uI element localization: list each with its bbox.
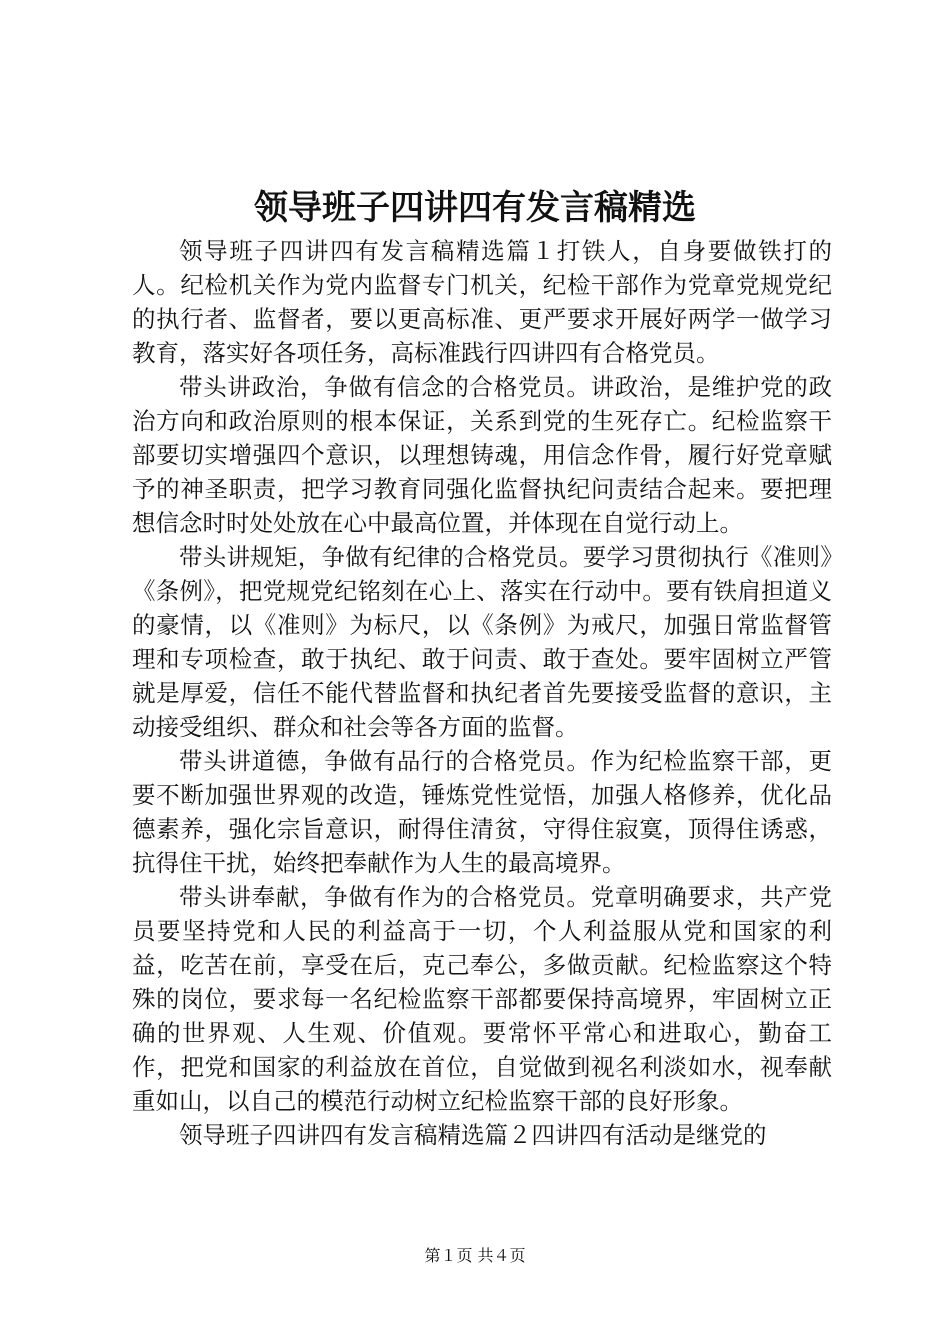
paragraph-rules: 带头讲规矩，争做有纪律的合格党员。要学习贯彻执行《准则》《条例》，把党规党纪铭刻在心上、落实在行动中。要有铁肩担道义的豪情，以《准则》为标尺，以《条例》为戒尺，加强日常监督管理和专项检查，敢于执纪、敢于问责、敢于查处。要牢固树立严管就是厚爱，信任不能代替监督和执纪者首先要接受监督的意识，主动接受组织、群众和社会等各方面的监督。 xyxy=(132,543,832,741)
paragraph-intro: 领导班子四讲四有发言稿精选篇１打铁人，自身要做铁打的人。纪检机关作为党内监督专门机关，纪检干部作为党章党规党纪的执行者、监督者，要以更高标准、更严要求开展好两学一做学习教育，落实好各项任务，高标准践行四讲四有合格党员。 xyxy=(132,237,832,367)
document-body xyxy=(132,234,832,1152)
paragraph-politics: 带头讲政治，争做有信念的合格党员。讲政治，是维护党的政治方向和政治原则的根本保证，关系到党的生死存亡。纪检监察干部要切实增强四个意识，以理想铸魂，用信念作骨，履行好党章赋予的神圣职责，把学习教育同强化监督执纪问责结合起来。要把理想信念时时处处放在心中最高位置，并体现在自觉行动上。 xyxy=(132,373,832,537)
paragraph-dedication: 带头讲奉献，争做有作为的合格党员。党章明确要求，共产党员要坚持党和人民的利益高于一切，个人利益服从党和国家的利益，吃苦在前，享受在后，克己奉公，多做贡献。纪检监察这个特殊的岗位，要求每一名纪检监察干部都要保持高境界，牢固树立正确的世界观、人生观、价值观。要常怀平常心和进取心，勤奋工作，把党和国家的利益放在首位，自觉做到视名利淡如水，视奉献重如山，以自己的模范行动树立纪检监察干部的良好形象。 xyxy=(132,883,832,1115)
page-footer: 第１页 共４页 xyxy=(424,1246,526,1265)
document-title: 领导班子四讲四有发言稿精选 xyxy=(254,188,696,228)
paragraph-morality: 带头讲道德，争做有品行的合格党员。作为纪检监察干部，更要不断加强世界观的改造，锤炼党性觉悟，加强人格修养，优化品德素养，强化宗旨意识，耐得住清贫，守得住寂寞，顶得住诱惑，抗得住干扰，始终把奉献作为人生的最高境界。 xyxy=(132,747,832,877)
paragraph-part-two: 领导班子四讲四有发言稿精选篇２四讲四有活动是继党的 xyxy=(179,1121,767,1149)
